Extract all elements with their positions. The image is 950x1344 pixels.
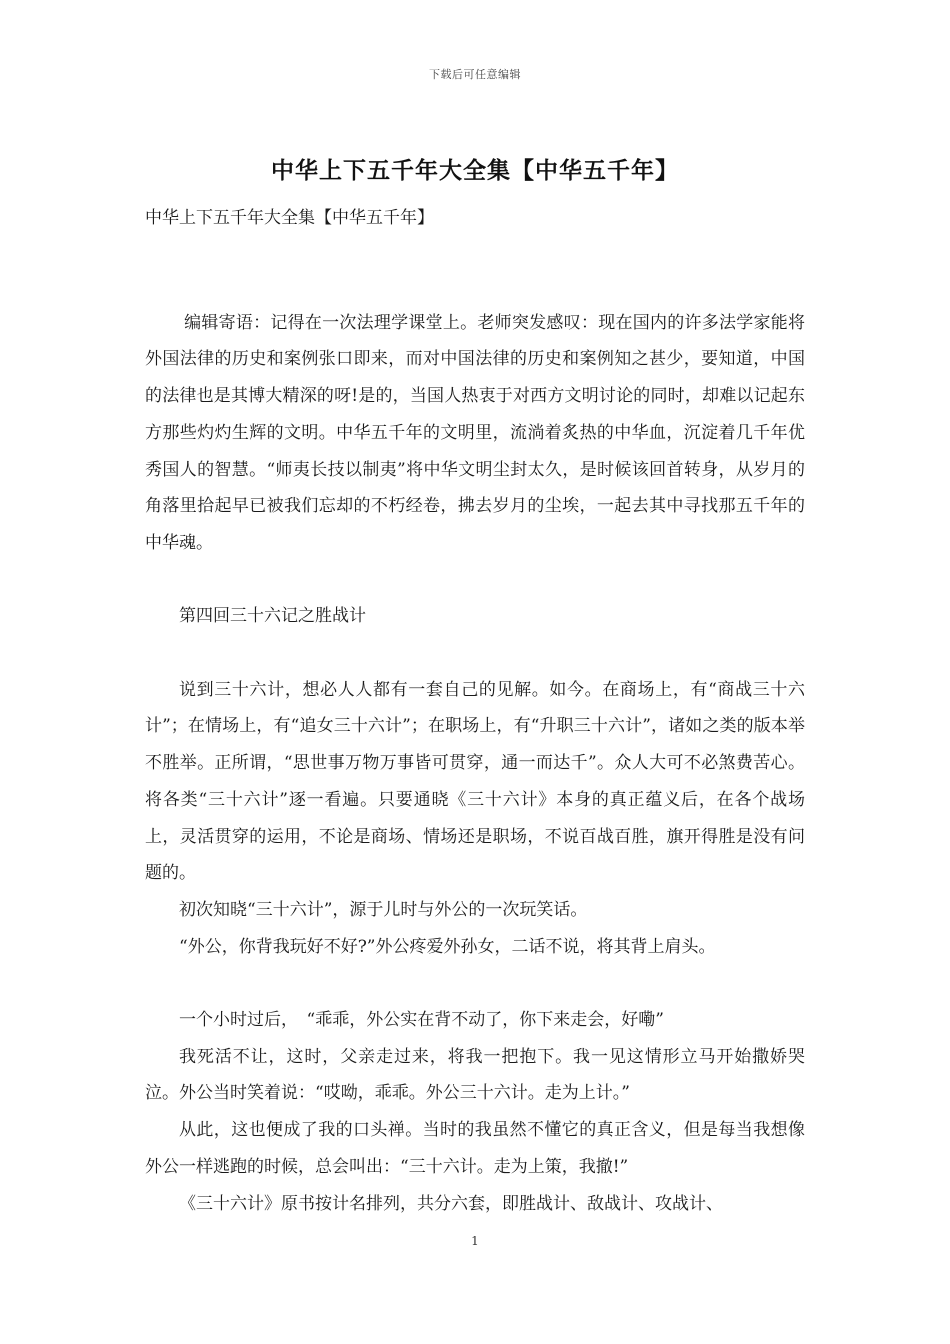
page-header: 下载后可任意编辑 <box>429 68 521 81</box>
chapter-heading: 第四回三十六记之胜战计 <box>179 606 366 627</box>
document-title: 中华上下五千年大全集【中华五千年】 <box>271 157 679 184</box>
document-body <box>145 268 805 1222</box>
blank-line <box>145 562 805 599</box>
document-subtitle: 中华上下五千年大全集【中华五千年】 <box>145 208 434 228</box>
blank-line <box>145 635 805 672</box>
editor-note-paragraph: 编辑寄语：记得在一次法理学课堂上。老师突发感叹：现在国内的许多法学家能将外国法律的历史和案例张口即来，而对中国法律的历史和案例知之甚少，要知道，中国的法律也是其博大精深的呀!是的，当国人热衷于对西方文明讨论的同时，却难以记起东方那些灼灼生辉的文明。中华五千年的文明里，流淌着炙热的中华血，沉淀着几千年优秀国人的智慧。“师夷长技以制夷”将中华文明尘封太久，是时候该回首转身，从岁月的角落里拾起早已被我们忘却的不朽经卷，拂去岁月的尘埃，一起去其中寻找那五千年的中华魂。 <box>145 312 805 553</box>
body-paragraph: 从此，这也便成了我的口头禅。当时的我虽然不懂它的真正含义，但是每当我想像外公一样逃跑的时候，总会叫出：“三十六计。走为上策，我撤!” <box>145 1120 805 1177</box>
body-paragraph: 说到三十六计，想必人人都有一套自己的见解。如今。在商场上，有“商战三十六计”；在情场上，有“追女三十六计”；在职场上，有“升职三十六计”，诸如之类的版本举不胜举。正所谓，“思世事万物万事皆可贯穿，通一而达千”。众人大可不必煞费苦心。将各类“三十六计”逐一看遍。只要通晓《三十六计》本身的真正蕴义后，在各个战场上，灵活贯穿的运用，不论是商场、情场还是职场，不说百战百胜，旗开得胜是没有问题的。 <box>145 679 805 884</box>
page-number: 1 <box>471 1234 479 1248</box>
body-paragraph: 《三十六计》原书按计名排列，共分六套，即胜战计、敌战计、攻战计、 <box>179 1193 723 1214</box>
body-paragraph: 一个小时过后， “乖乖，外公实在背不动了，你下来走会，好嘞” <box>179 1010 664 1030</box>
blank-line <box>145 268 805 305</box>
body-paragraph: “外公，你背我玩好不好?”外公疼爱外孙女，二话不说，将其背上肩头。 <box>179 936 716 957</box>
body-paragraph: 初次知晓“三十六计”，源于儿时与外公的一次玩笑话。 <box>179 899 588 920</box>
blank-line <box>145 965 805 1002</box>
body-paragraph: 我死活不让，这时，父亲走过来，将我一把抱下。我一见这情形立马开始撒娇哭泣。外公当时笑着说：“哎呦，乖乖。外公三十六计。走为上计。” <box>145 1046 805 1104</box>
